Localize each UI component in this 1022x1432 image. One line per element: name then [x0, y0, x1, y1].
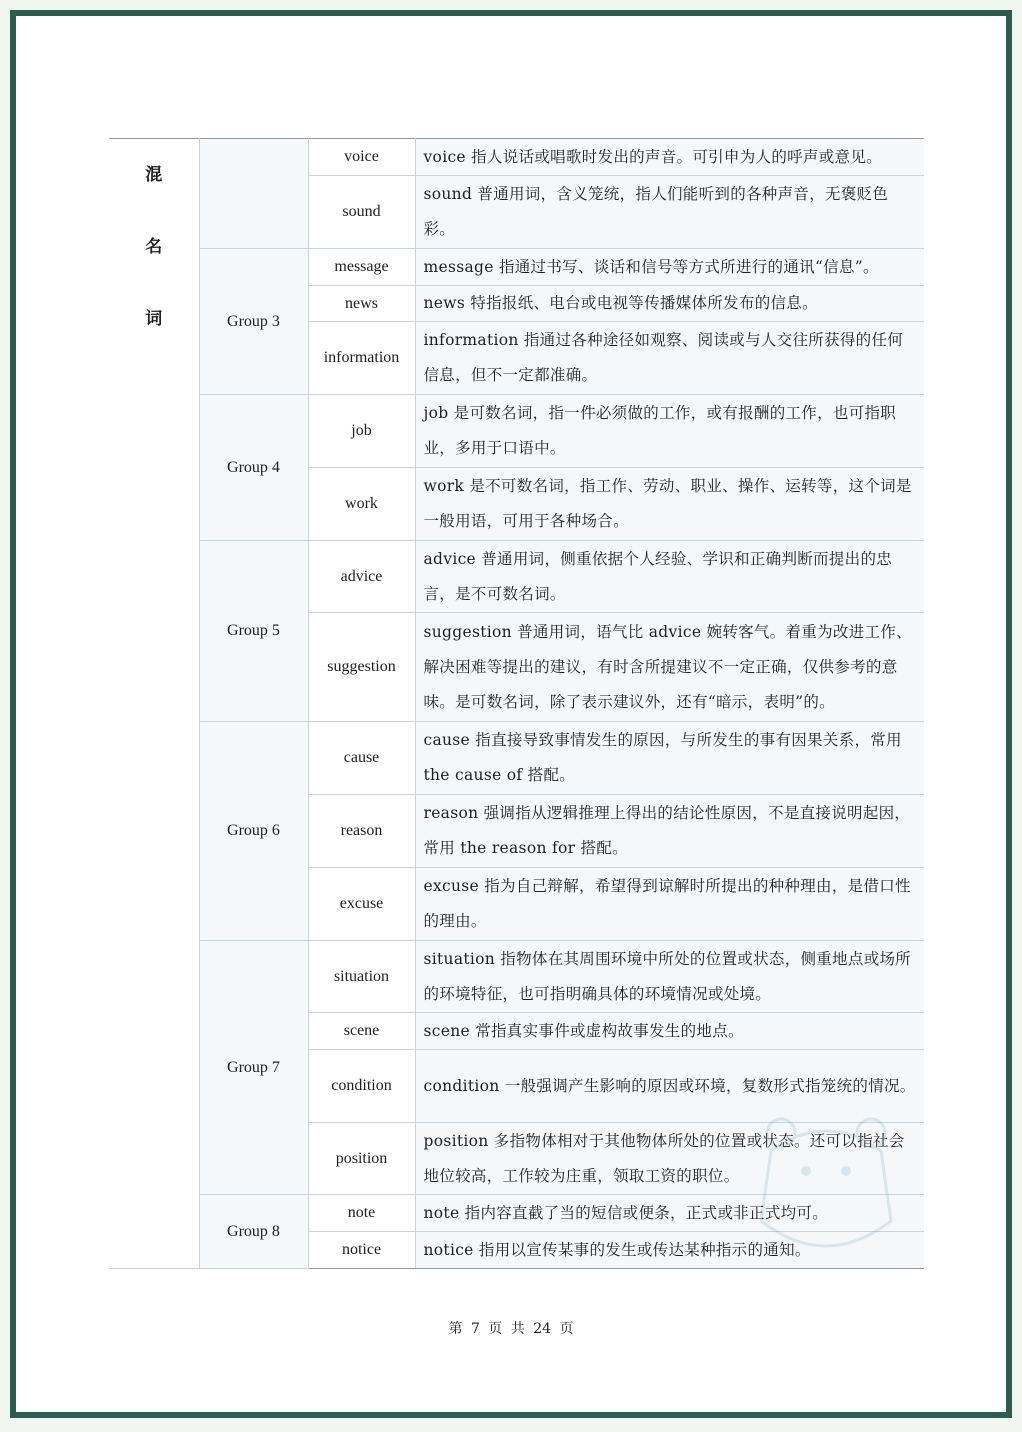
definition-cell: message 指通过书写、谈话和信号等方式所进行的通讯“信息”。 — [415, 249, 924, 286]
word-cell: excuse — [308, 868, 415, 941]
word-cell: voice — [308, 139, 415, 176]
page-number: 第 7 页 共 24 页 — [448, 1321, 574, 1337]
word-cell: job — [308, 395, 415, 468]
definition-cell: cause 指直接导致事情发生的原因，与所发生的事有因果关系，常用 the cause of 搭配。 — [415, 722, 924, 795]
definition-cell: scene 常指真实事件或虚构故事发生的地点。 — [415, 1013, 924, 1050]
definition-cell: note 指内容直截了当的短信或便条，正式或非正式均可。 — [415, 1195, 924, 1232]
definition-cell: advice 普通用词，侧重依据个人经验、学识和正确判断而提出的忠言，是不可数名词。 — [415, 541, 924, 613]
category-cell — [109, 139, 199, 1269]
word-cell: message — [308, 249, 415, 286]
group-label: Group 8 — [199, 1195, 308, 1269]
word-cell: scene — [308, 1013, 415, 1050]
word-cell: cause — [308, 722, 415, 795]
word-cell: reason — [308, 795, 415, 868]
group-label: Group 4 — [199, 395, 308, 541]
definition-cell: condition 一般强调产生影响的原因或环境，复数形式指笼统的情况。 — [415, 1050, 924, 1123]
document-page — [109, 138, 924, 1269]
category-char: 名 — [145, 237, 163, 257]
word-cell: situation — [308, 941, 415, 1013]
word-cell: condition — [308, 1050, 415, 1123]
definition-cell: position 多指物体相对于其他物体所处的位置或状态。还可以指社会地位较高，工作较为庄重，领取工资的职位。 — [415, 1123, 924, 1195]
group-label — [199, 139, 308, 249]
definition-cell: sound 普通用词，含义笼统，指人们能听到的各种声音，无褒贬色彩。 — [415, 176, 924, 249]
definition-cell: notice 指用以宣传某事的发生或传达某种指示的通知。 — [415, 1232, 924, 1269]
group-label: Group 3 — [199, 249, 308, 395]
word-cell: sound — [308, 176, 415, 249]
page-frame — [10, 10, 1012, 1418]
definition-cell: information 指通过各种途径如观察、阅读或与人交往所获得的任何信息，但不一定都准确。 — [415, 322, 924, 395]
definition-cell: excuse 指为自己辩解，希望得到谅解时所提出的种种理由，是借口性的理由。 — [415, 868, 924, 941]
word-cell: suggestion — [308, 613, 415, 722]
group-label: Group 6 — [199, 722, 308, 941]
category-char: 混 — [145, 165, 163, 185]
word-cell: information — [308, 322, 415, 395]
group-label: Group 5 — [199, 541, 308, 722]
definition-cell: job 是可数名词，指一件必须做的工作，或有报酬的工作，也可指职业，多用于口语中。 — [415, 395, 924, 468]
definition-cell: situation 指物体在其周围环境中所处的位置或状态，侧重地点或场所的环境特征，也可指明确具体的环境情况或处境。 — [415, 941, 924, 1013]
word-cell: position — [308, 1123, 415, 1195]
definition-cell: suggestion 普通用词，语气比 advice 婉转客气。着重为改进工作、解决困难等提出的建议，有时含所提建议不一定正确，仅供参考的意味。是可数名词，除了表示建议外，还有“暗示，表明”的。 — [415, 613, 924, 722]
definition-cell: reason 强调指从逻辑推理上得出的结论性原因，不是直接说明起因，常用 the reason for 搭配。 — [415, 795, 924, 868]
definition-cell: voice 指人说话或唱歌时发出的声音。可引申为人的呼声或意见。 — [415, 139, 924, 176]
word-cell: notice — [308, 1232, 415, 1269]
definition-cell: news 特指报纸、电台或电视等传播媒体所发布的信息。 — [415, 286, 924, 322]
word-cell: advice — [308, 541, 415, 613]
word-cell: news — [308, 286, 415, 322]
word-cell: work — [308, 468, 415, 541]
definition-cell: work 是不可数名词，指工作、劳动、职业、操作、运转等，这个词是一般用语，可用于各种场合。 — [415, 468, 924, 541]
category-char: 词 — [145, 309, 163, 329]
word-cell: note — [308, 1195, 415, 1232]
vocabulary-table — [109, 138, 924, 1269]
group-label: Group 7 — [199, 941, 308, 1195]
bear-watermark-icon — [751, 1111, 901, 1261]
